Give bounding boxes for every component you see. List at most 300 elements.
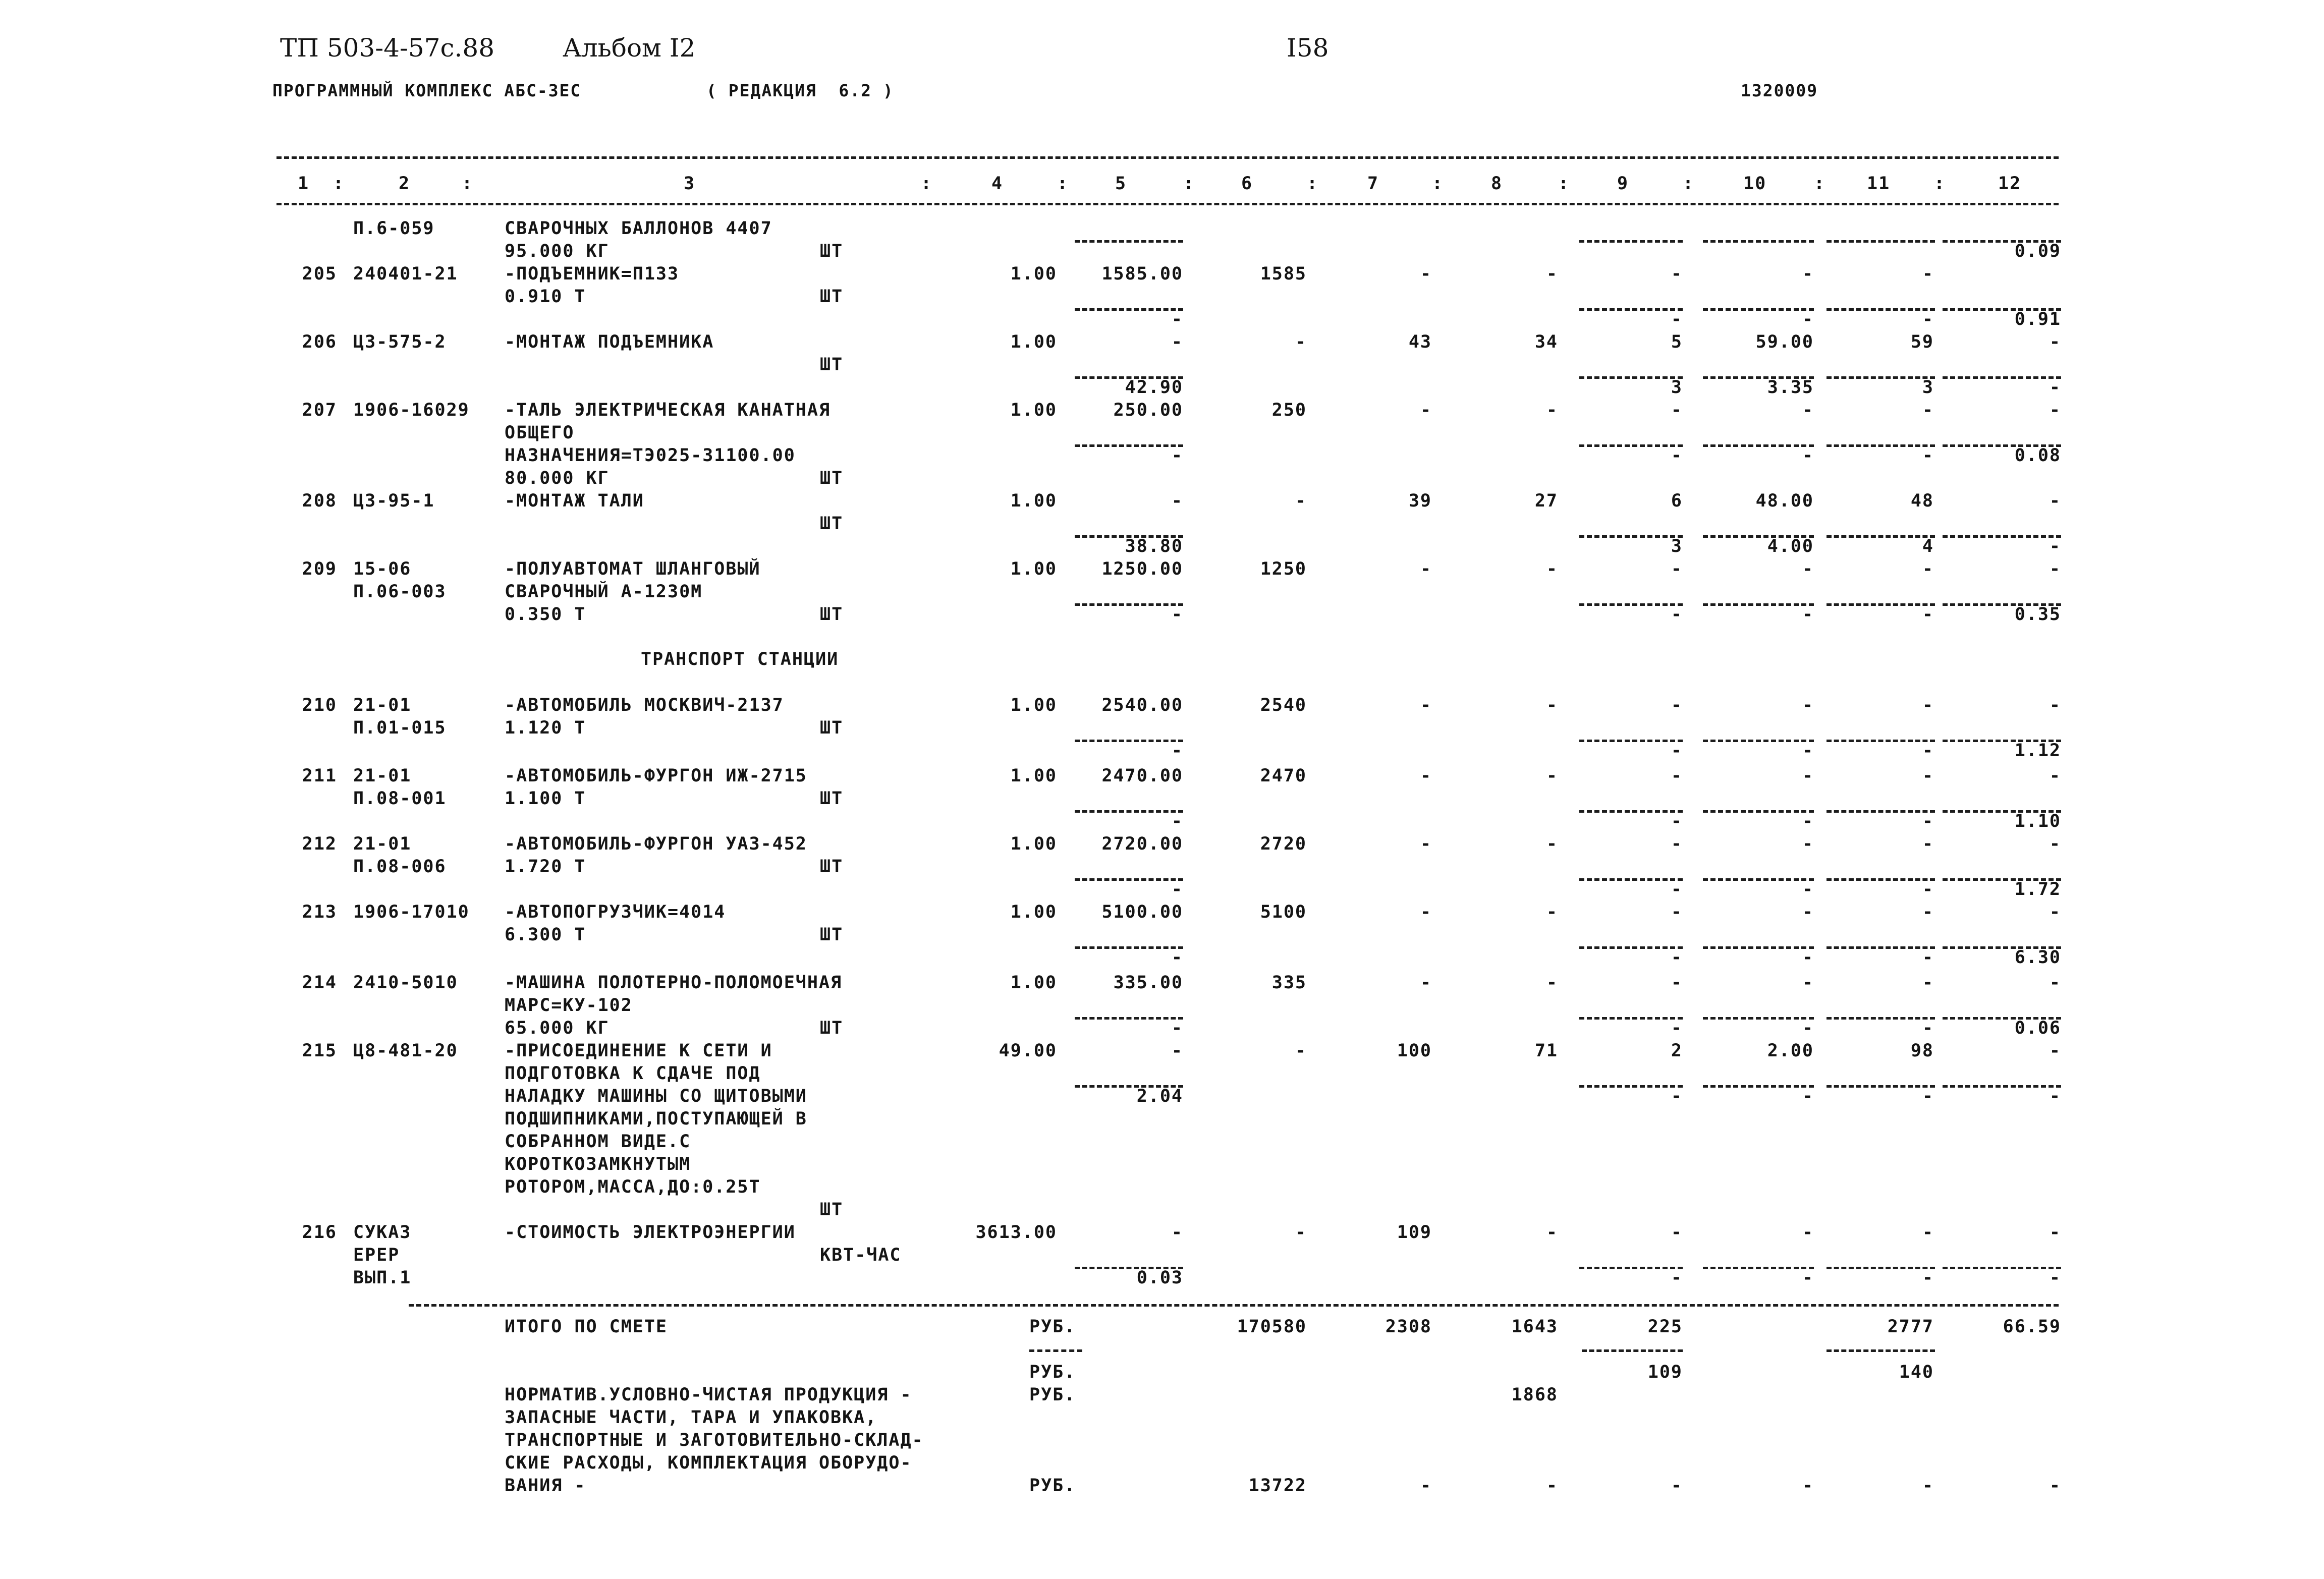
cell-c10: - xyxy=(1802,811,1814,831)
column-header: 4 xyxy=(991,174,1004,194)
cell-c11: - xyxy=(1922,445,1934,466)
cell-unit: КВТ-ЧАС xyxy=(820,1245,902,1265)
cell-c3: 65.000 КГ xyxy=(505,1018,610,1038)
cell-c3: ПОДГОТОВКА К СДАЧЕ ПОД xyxy=(505,1063,761,1084)
cell-c9: - xyxy=(1671,902,1683,922)
cell-c3: -СТОИМОСТЬ ЭЛЕКТРОЭНЕРГИИ xyxy=(505,1222,796,1243)
cell-c11: - xyxy=(1922,309,1934,329)
cell-c10: - xyxy=(1802,834,1814,854)
cell-c11: - xyxy=(1922,741,1934,761)
cell-c3: -АВТОМОБИЛЬ МОСКВИЧ-2137 xyxy=(505,695,784,715)
cell-c9: - xyxy=(1671,766,1683,786)
cell-c8: - xyxy=(1546,695,1558,715)
cell-c1: 215 xyxy=(302,1041,337,1061)
cell-c5: - xyxy=(1171,1222,1183,1243)
cell-unit: ШТ xyxy=(820,788,844,809)
cell-c12: 0.35 xyxy=(2014,604,2061,625)
cell-c5: 335.00 xyxy=(1113,973,1183,993)
cell-underline xyxy=(1827,946,1935,949)
column-header: 5 xyxy=(1115,174,1127,194)
cell-c3: 0.910 Т xyxy=(505,287,586,307)
cell-c9: - xyxy=(1671,879,1683,899)
cell-underline xyxy=(1075,1267,1183,1269)
cell-c6: 250 xyxy=(1271,400,1307,420)
cell-c9: 2 xyxy=(1671,1041,1683,1061)
page-number: I58 xyxy=(1287,33,1329,63)
cell-underline xyxy=(1579,376,1683,379)
cell-c12: - xyxy=(2049,766,2061,786)
cell-underline xyxy=(1579,810,1683,813)
norm-dash: - xyxy=(1671,1476,1683,1496)
cell-c7: - xyxy=(1420,559,1432,579)
cell-c5: 250.00 xyxy=(1113,400,1183,420)
cell-underline xyxy=(1703,1267,1814,1269)
cell-underline xyxy=(1075,878,1183,881)
cell-c1: 205 xyxy=(302,264,337,284)
cell-c2: Ц8-481-20 xyxy=(353,1041,458,1061)
cell-c1: 206 xyxy=(302,332,337,352)
cell-c8: - xyxy=(1546,834,1558,854)
cell-c12: - xyxy=(2049,902,2061,922)
norm-dash: - xyxy=(1420,1476,1432,1496)
cell-c10: - xyxy=(1802,879,1814,899)
cell-c5: 42.90 xyxy=(1125,377,1183,398)
cell-c12: - xyxy=(2049,491,2061,511)
cell-c4: 3613.00 xyxy=(975,1222,1057,1243)
cell-underline xyxy=(1943,1017,2061,1020)
cell-c2: ВЫП.1 xyxy=(353,1268,412,1288)
cell-c2: П.08-006 xyxy=(353,857,447,877)
cell-c3: -ПОДЪЕМНИК=П133 xyxy=(505,264,680,284)
cell-underline xyxy=(1943,240,2061,243)
cell-underline xyxy=(1075,308,1183,311)
cell-c10: - xyxy=(1802,766,1814,786)
cell-c6: 2470 xyxy=(1260,766,1307,786)
cell-c4: 1.00 xyxy=(1010,400,1057,420)
cell-c2: 1906-17010 xyxy=(353,902,470,922)
table-top-rule xyxy=(276,156,2059,159)
cell-c9: 5 xyxy=(1671,332,1683,352)
norm-dash: - xyxy=(1546,1476,1558,1496)
norm-c8: 1868 xyxy=(1511,1385,1558,1405)
totals-c9: 225 xyxy=(1647,1317,1683,1337)
cell-c3: -ПРИСОЕДИНЕНИЕ К СЕТИ И xyxy=(505,1041,772,1061)
cell-c12: 0.08 xyxy=(2014,445,2061,466)
column-separator: : xyxy=(1558,174,1570,194)
cell-underline xyxy=(1703,376,1814,379)
cell-c9: - xyxy=(1671,947,1683,968)
column-separator: : xyxy=(1183,174,1195,194)
cell-c9: 3 xyxy=(1671,377,1683,398)
cell-c9: - xyxy=(1671,834,1683,854)
cell-c9: - xyxy=(1671,559,1683,579)
cell-c2: СУКАЗ xyxy=(353,1222,412,1243)
cell-c12: - xyxy=(2049,834,2061,854)
cell-underline xyxy=(1579,603,1683,606)
cell-c12: - xyxy=(2049,695,2061,715)
cell-c4: 1.00 xyxy=(1010,766,1057,786)
cell-c10: - xyxy=(1802,947,1814,968)
cell-c5: 2720.00 xyxy=(1101,834,1183,854)
cell-c9: - xyxy=(1671,445,1683,466)
column-header: 3 xyxy=(684,174,696,194)
cell-c12: - xyxy=(2049,332,2061,352)
cell-c1: 210 xyxy=(302,695,337,715)
cell-c12: - xyxy=(2049,1041,2061,1061)
cell-c11: - xyxy=(1922,902,1934,922)
cell-c10: 59.00 xyxy=(1755,332,1814,352)
cell-c8: - xyxy=(1546,766,1558,786)
cell-c8: 27 xyxy=(1534,491,1558,511)
cell-c10: - xyxy=(1802,1268,1814,1288)
cell-c10: - xyxy=(1802,973,1814,993)
totals-rule xyxy=(409,1304,2059,1307)
cell-underline xyxy=(1579,946,1683,949)
cell-c5: 5100.00 xyxy=(1101,902,1183,922)
cell-c2: ЦЗ-95-1 xyxy=(353,491,435,511)
totals-currency-2: РУБ. xyxy=(1029,1362,1076,1382)
cell-underline xyxy=(1943,1085,2061,1088)
column-separator: : xyxy=(1814,174,1826,194)
cell-c10: 2.00 xyxy=(1767,1041,1814,1061)
cell-c5: - xyxy=(1171,947,1183,968)
totals-underline xyxy=(1827,1349,1935,1352)
cell-c5: - xyxy=(1171,741,1183,761)
cell-c10: - xyxy=(1802,604,1814,625)
norm-line: ЗАПАСНЫЕ ЧАСТИ, ТАРА И УПАКОВКА, xyxy=(505,1407,877,1428)
cell-c4: 1.00 xyxy=(1010,264,1057,284)
cell-c10: - xyxy=(1802,1018,1814,1038)
column-header: 6 xyxy=(1241,174,1253,194)
cell-unit: ШТ xyxy=(820,925,844,945)
totals-underline xyxy=(1029,1349,1082,1352)
totals-label: ИТОГО ПО СМЕТЕ xyxy=(505,1317,668,1337)
cell-unit: ШТ xyxy=(820,514,844,534)
cell-c11: - xyxy=(1922,1018,1934,1038)
column-header: 2 xyxy=(399,174,411,194)
cell-underline xyxy=(1703,308,1814,311)
cell-underline xyxy=(1579,444,1683,447)
cell-c7: - xyxy=(1420,264,1432,284)
cell-c3: МАРС=КУ-102 xyxy=(505,995,633,1016)
doc-code: ТП 503-4-57с.88 xyxy=(280,33,495,63)
column-separator: : xyxy=(1934,174,1946,194)
cell-underline xyxy=(1579,740,1683,742)
cell-underline xyxy=(1075,810,1183,813)
cell-c11: - xyxy=(1922,264,1934,284)
cell-c2: П.01-015 xyxy=(353,718,447,738)
totals-c11-2: 140 xyxy=(1899,1362,1934,1382)
cell-underline xyxy=(1827,740,1935,742)
cell-c6: 1585 xyxy=(1260,264,1307,284)
cell-c1: 207 xyxy=(302,400,337,420)
cell-underline xyxy=(1703,444,1814,447)
cell-c12: 1.72 xyxy=(2014,879,2061,899)
cell-c5: - xyxy=(1171,445,1183,466)
cell-c10: - xyxy=(1802,559,1814,579)
cell-unit: ШТ xyxy=(820,718,844,738)
cell-c11: 59 xyxy=(1910,332,1934,352)
cell-c5: 1250.00 xyxy=(1101,559,1183,579)
cell-c10: 4.00 xyxy=(1767,536,1814,556)
cell-c12: - xyxy=(2049,1222,2061,1243)
totals-c12: 66.59 xyxy=(2003,1317,2061,1337)
cell-underline xyxy=(1703,240,1814,243)
cell-c11: 48 xyxy=(1910,491,1934,511)
cell-c1: 209 xyxy=(302,559,337,579)
cell-c11: 98 xyxy=(1910,1041,1934,1061)
cell-c7: - xyxy=(1420,834,1432,854)
cell-c2: ЕРЕР xyxy=(353,1245,400,1265)
cell-c12: 0.91 xyxy=(2014,309,2061,329)
column-header: 9 xyxy=(1617,174,1629,194)
cell-c11: - xyxy=(1922,947,1934,968)
cell-underline xyxy=(1703,1085,1814,1088)
cell-underline xyxy=(1827,1085,1935,1088)
cell-c6: - xyxy=(1295,332,1307,352)
cell-c12: - xyxy=(2049,1086,2061,1106)
cell-c6: 1250 xyxy=(1260,559,1307,579)
cell-c11: - xyxy=(1922,1222,1934,1243)
column-separator: : xyxy=(1683,174,1695,194)
column-separator: : xyxy=(1432,174,1444,194)
cell-c6: 2540 xyxy=(1260,695,1307,715)
cell-c6: - xyxy=(1295,1041,1307,1061)
cell-c11: 4 xyxy=(1922,536,1934,556)
cell-c7: - xyxy=(1420,695,1432,715)
cell-unit: ШТ xyxy=(820,241,844,261)
cell-underline xyxy=(1827,810,1935,813)
column-separator: : xyxy=(1307,174,1319,194)
cell-c10: - xyxy=(1802,1086,1814,1106)
cell-unit: ШТ xyxy=(820,1018,844,1038)
cell-c11: - xyxy=(1922,834,1934,854)
cell-c11: - xyxy=(1922,1086,1934,1106)
cell-underline xyxy=(1827,308,1935,311)
cell-c3: СОБРАННОМ ВИДЕ.С xyxy=(505,1132,691,1152)
cell-underline xyxy=(1579,1085,1683,1088)
column-separator: : xyxy=(462,174,474,194)
cell-underline xyxy=(1703,946,1814,949)
cell-c8: 34 xyxy=(1534,332,1558,352)
cell-underline xyxy=(1075,1085,1183,1088)
cell-underline xyxy=(1827,376,1935,379)
cell-c2: ЦЗ-575-2 xyxy=(353,332,447,352)
column-header: 7 xyxy=(1367,174,1379,194)
cell-c11: - xyxy=(1922,973,1934,993)
cell-c1: 211 xyxy=(302,766,337,786)
cell-c10: - xyxy=(1802,695,1814,715)
cell-c9: 3 xyxy=(1671,536,1683,556)
cell-unit: ШТ xyxy=(820,468,844,488)
cell-c10: - xyxy=(1802,400,1814,420)
cell-underline xyxy=(1579,878,1683,881)
cell-c3: 1.100 Т xyxy=(505,788,586,809)
totals-c6: 170580 xyxy=(1237,1317,1307,1337)
cell-underline xyxy=(1579,535,1683,538)
cell-c1: 216 xyxy=(302,1222,337,1243)
cell-c3: КОРОТКОЗАМКНУТЫМ xyxy=(505,1154,691,1174)
cell-c12: 0.09 xyxy=(2014,241,2061,261)
cell-c7: 43 xyxy=(1408,332,1432,352)
cell-c12: 6.30 xyxy=(2014,947,2061,968)
cell-c3: 80.000 КГ xyxy=(505,468,610,488)
cell-c11: - xyxy=(1922,695,1934,715)
cell-c10: 3.35 xyxy=(1767,377,1814,398)
cell-underline xyxy=(1943,308,2061,311)
cell-c10: 48.00 xyxy=(1755,491,1814,511)
cell-underline xyxy=(1075,240,1183,243)
column-separator: : xyxy=(333,174,345,194)
cell-underline xyxy=(1075,444,1183,447)
column-header: 12 xyxy=(1998,174,2022,194)
cell-c9: 6 xyxy=(1671,491,1683,511)
cell-c11: - xyxy=(1922,1268,1934,1288)
cell-c2: П.08-001 xyxy=(353,788,447,809)
column-header: 8 xyxy=(1491,174,1503,194)
cell-c5: 2540.00 xyxy=(1101,695,1183,715)
cell-underline xyxy=(1075,946,1183,949)
cell-c5: - xyxy=(1171,604,1183,625)
cell-c2: П.6-059 xyxy=(353,218,435,239)
cell-unit: ШТ xyxy=(820,355,844,375)
cell-underline xyxy=(1943,535,2061,538)
cell-c12: - xyxy=(2049,973,2061,993)
cell-c5: - xyxy=(1171,879,1183,899)
cell-underline xyxy=(1075,376,1183,379)
cell-c10: - xyxy=(1802,309,1814,329)
cell-c2: 2410-5010 xyxy=(353,973,458,993)
cell-c12: - xyxy=(2049,1268,2061,1288)
column-separator: : xyxy=(921,174,933,194)
column-header: 10 xyxy=(1743,174,1767,194)
cell-underline xyxy=(1943,603,2061,606)
cell-c3: РОТОРОМ,МАССА,ДО:0.25Т xyxy=(505,1177,761,1197)
cell-underline xyxy=(1703,878,1814,881)
norm-currency-2: РУБ. xyxy=(1029,1476,1076,1496)
cell-c9: - xyxy=(1671,695,1683,715)
cell-c11: - xyxy=(1922,766,1934,786)
totals-c8: 1643 xyxy=(1511,1317,1558,1337)
cell-c3: СВАРОЧНЫХ БАЛЛОНОВ 4407 xyxy=(505,218,772,239)
cell-c3: ОБЩЕГО xyxy=(505,423,575,443)
cell-c12: - xyxy=(2049,559,2061,579)
cell-c11: - xyxy=(1922,879,1934,899)
cell-c4: 1.00 xyxy=(1010,902,1057,922)
cell-underline xyxy=(1827,1267,1935,1269)
cell-c12: - xyxy=(2049,536,2061,556)
cell-c2: 15-06 xyxy=(353,559,412,579)
totals-c9-2: 109 xyxy=(1647,1362,1683,1382)
cell-c3: СВАРОЧНЫЙ А-1230М xyxy=(505,582,703,602)
totals-c7: 2308 xyxy=(1385,1317,1432,1337)
cell-c9: - xyxy=(1671,1268,1683,1288)
cell-c3: -МОНТАЖ ТАЛИ xyxy=(505,491,644,511)
cell-c12: 0.06 xyxy=(2014,1018,2061,1038)
cell-c9: - xyxy=(1671,309,1683,329)
cell-c2: 21-01 xyxy=(353,766,412,786)
cell-c9: - xyxy=(1671,811,1683,831)
cell-underline xyxy=(1827,535,1935,538)
cell-c5: 38.80 xyxy=(1125,536,1183,556)
cell-c8: - xyxy=(1546,973,1558,993)
cell-c12: - xyxy=(2049,377,2061,398)
cell-underline xyxy=(1703,1017,1814,1020)
program-edition: ( РЕДАКЦИЯ 6.2 ) xyxy=(706,81,894,100)
cell-c1: 214 xyxy=(302,973,337,993)
cell-c5: - xyxy=(1171,1041,1183,1061)
norm-line: ВАНИЯ - xyxy=(505,1476,586,1496)
cell-underline xyxy=(1579,1017,1683,1020)
cell-c5: 1585.00 xyxy=(1101,264,1183,284)
table-header-rule xyxy=(276,203,2059,205)
norm-currency-1: РУБ. xyxy=(1029,1385,1076,1405)
cell-c12: - xyxy=(2049,400,2061,420)
cell-underline xyxy=(1703,535,1814,538)
cell-c5: 2.04 xyxy=(1136,1086,1183,1106)
cell-c6: 2720 xyxy=(1260,834,1307,854)
cell-underline xyxy=(1579,240,1683,243)
cell-c9: - xyxy=(1671,741,1683,761)
cell-unit: ШТ xyxy=(820,604,844,625)
cell-c7: 100 xyxy=(1397,1041,1432,1061)
norm-dash: - xyxy=(1922,1476,1934,1496)
cell-underline xyxy=(1943,376,2061,379)
cell-c3: НАЗНАЧЕНИЯ=ТЭ025-31100.00 xyxy=(505,445,796,466)
cell-c7: - xyxy=(1420,766,1432,786)
cell-unit: ШТ xyxy=(820,1200,844,1220)
norm-dash: - xyxy=(2049,1476,2061,1496)
cell-c9: - xyxy=(1671,973,1683,993)
cell-c10: - xyxy=(1802,1222,1814,1243)
cell-c1: 208 xyxy=(302,491,337,511)
cell-c2: П.06-003 xyxy=(353,582,447,602)
cell-c7: 39 xyxy=(1408,491,1432,511)
cell-c3: НАЛАДКУ МАШИНЫ СО ЩИТОВЫМИ xyxy=(505,1086,807,1106)
cell-c3: 0.350 Т xyxy=(505,604,586,625)
program-name: ПРОГРАММНЫЙ КОМПЛЕКС АБС-ЗЕС xyxy=(272,81,582,100)
cell-c3: 1.720 Т xyxy=(505,857,586,877)
cell-c11: - xyxy=(1922,400,1934,420)
cell-c11: 3 xyxy=(1922,377,1934,398)
document-number: 1320009 xyxy=(1741,81,1818,100)
cell-c5: - xyxy=(1171,491,1183,511)
cell-c6: 5100 xyxy=(1260,902,1307,922)
cell-c8: - xyxy=(1546,1222,1558,1243)
column-header: 11 xyxy=(1867,174,1891,194)
cell-c10: - xyxy=(1802,902,1814,922)
cell-c2: 21-01 xyxy=(353,695,412,715)
cell-c2: 1906-16029 xyxy=(353,400,470,420)
cell-c5: - xyxy=(1171,332,1183,352)
cell-c5: 2470.00 xyxy=(1101,766,1183,786)
cell-underline xyxy=(1943,1267,2061,1269)
cell-c12: 1.12 xyxy=(2014,741,2061,761)
cell-c11: - xyxy=(1922,811,1934,831)
cell-c2: 240401-21 xyxy=(353,264,458,284)
cell-c10: - xyxy=(1802,741,1814,761)
cell-c3: -МАШИНА ПОЛОТЕРНО-ПОЛОМОЕЧНАЯ xyxy=(505,973,843,993)
cell-c4: 1.00 xyxy=(1010,973,1057,993)
cell-c8: - xyxy=(1546,902,1558,922)
cell-c7: - xyxy=(1420,400,1432,420)
cell-c8: - xyxy=(1546,264,1558,284)
norm-c6: 13722 xyxy=(1248,1476,1307,1496)
cell-underline xyxy=(1579,308,1683,311)
cell-c6: - xyxy=(1295,1222,1307,1243)
cell-c9: - xyxy=(1671,264,1683,284)
cell-c6: - xyxy=(1295,491,1307,511)
